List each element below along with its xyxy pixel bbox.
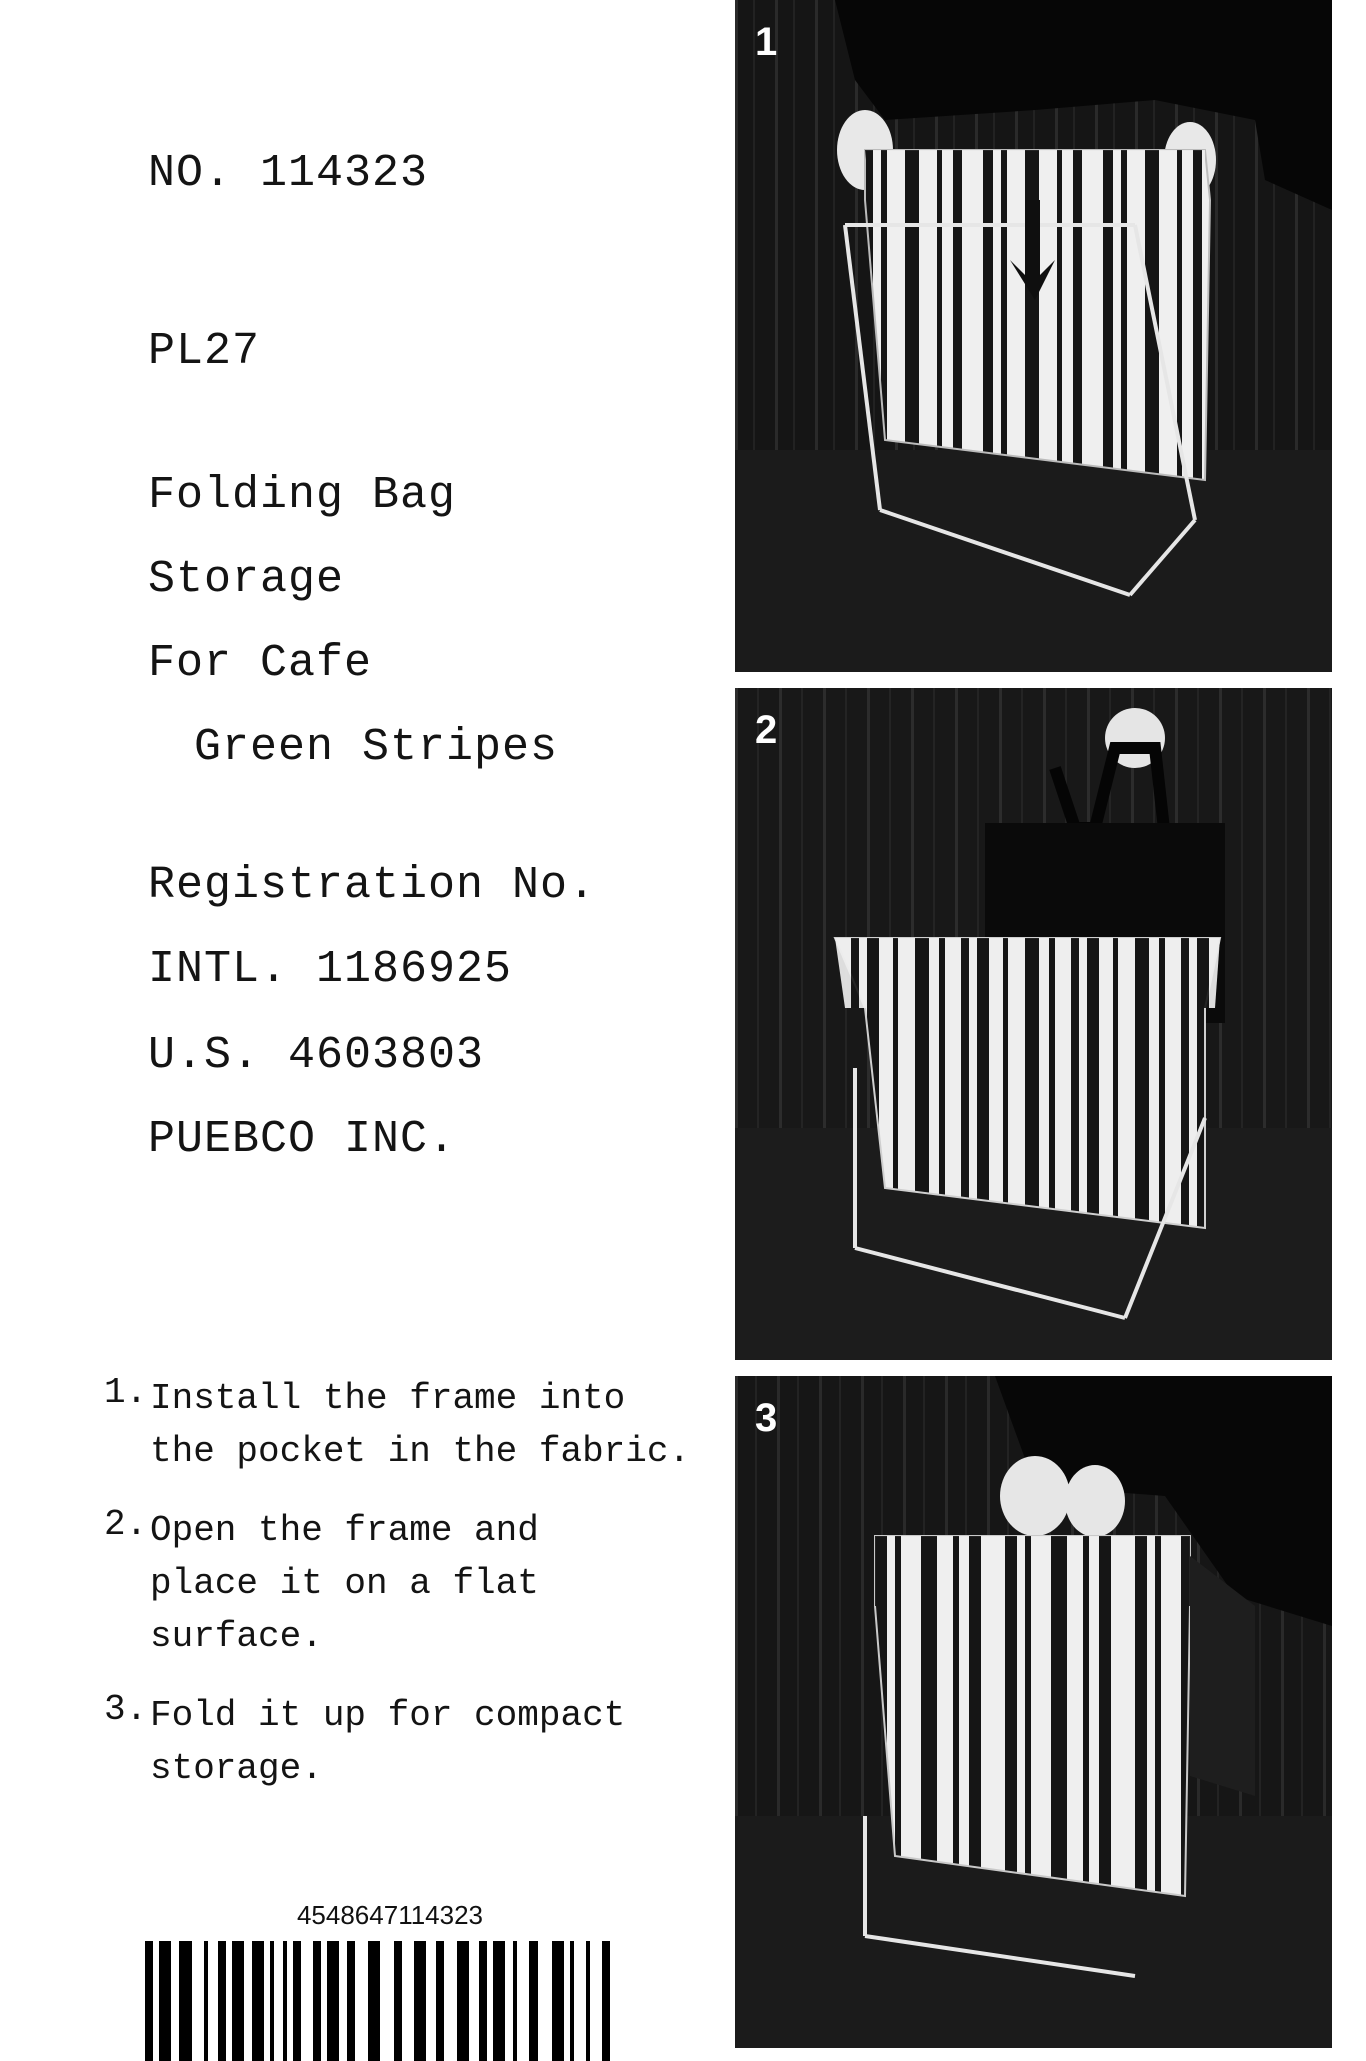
barcode-bars: [145, 1941, 625, 2061]
step-text: Open the frame and place it on a flat surface.: [150, 1510, 539, 1657]
barcode-space: [171, 1941, 179, 2061]
barcode-space: [517, 1941, 529, 2061]
instruction-step: [104, 1372, 724, 1478]
barcode-bar: [347, 1941, 355, 2061]
step-number: 1.: [104, 1372, 148, 1413]
instruction-step: [104, 1689, 724, 1795]
barcode-bar: [293, 1941, 301, 2061]
instructions-list: [104, 1372, 724, 1821]
barcode-bar: [159, 1941, 171, 2061]
product-code: PL27: [148, 326, 261, 377]
barcode-space: [355, 1941, 367, 2061]
barcode-bar: [313, 1941, 321, 2061]
barcode-bar: [552, 1941, 564, 2061]
registration-us: U.S. 4603803: [148, 1030, 485, 1081]
step-number: 2.: [104, 1504, 148, 1545]
barcode-bar: [368, 1941, 380, 2061]
barcode-space: [244, 1941, 252, 2061]
photo-step-number: 1: [755, 20, 778, 64]
barcode-bar: [479, 1941, 487, 2061]
barcode-space: [274, 1941, 282, 2061]
registration-label: Registration No.: [148, 860, 597, 911]
barcode-space: [339, 1941, 347, 2061]
registration-intl: INTL. 1186925: [148, 944, 513, 995]
barcode-space: [590, 1941, 602, 2061]
barcode-space: [426, 1941, 436, 2061]
company-name: PUEBCO INC.: [148, 1114, 457, 1165]
barcode: [140, 1900, 640, 2061]
barcode-bar: [145, 1941, 153, 2061]
product-name-line-3: For Cafe: [148, 638, 373, 689]
product-variant: Green Stripes: [194, 722, 559, 773]
barcode-bar: [252, 1941, 264, 2061]
photo-2-illustration: [735, 688, 1332, 1360]
barcode-space: [444, 1941, 456, 2061]
barcode-bar: [602, 1941, 610, 2061]
photo-step-2: [735, 688, 1332, 1360]
barcode-space: [574, 1941, 586, 2061]
step-text: Install the frame into the pocket in the fabric.: [150, 1378, 691, 1472]
barcode-bar: [232, 1941, 244, 2061]
barcode-bar: [529, 1941, 537, 2061]
photo-1-illustration: [735, 0, 1332, 672]
barcode-bar: [218, 1941, 226, 2061]
barcode-bar: [394, 1941, 402, 2061]
barcode-space: [505, 1941, 513, 2061]
barcode-bar: [179, 1941, 191, 2061]
barcode-bar: [457, 1941, 469, 2061]
step-text: Fold it up for compact storage.: [150, 1695, 626, 1789]
barcode-bar: [436, 1941, 444, 2061]
barcode-space: [469, 1941, 479, 2061]
barcode-space: [538, 1941, 552, 2061]
barcode-space: [402, 1941, 414, 2061]
photo-step-number: 3: [755, 1396, 778, 1440]
product-number: NO. 114323: [148, 148, 429, 199]
product-name-line-1: Folding Bag: [148, 470, 457, 521]
photo-column: [735, 0, 1332, 2048]
step-number: 3.: [104, 1689, 148, 1730]
photo-step-1: [735, 0, 1332, 672]
barcode-space: [610, 1941, 624, 2061]
barcode-space: [301, 1941, 313, 2061]
barcode-bar: [327, 1941, 339, 2061]
barcode-bar: [493, 1941, 505, 2061]
photo-step-3: [735, 1376, 1332, 2048]
barcode-digits: 4548647114323: [296, 1900, 484, 1930]
photo-3-illustration: [735, 1376, 1332, 2048]
barcode-bar: [414, 1941, 426, 2061]
product-name-line-2: Storage: [148, 554, 345, 605]
instruction-step: [104, 1504, 724, 1663]
barcode-space: [192, 1941, 204, 2061]
barcode-space: [208, 1941, 218, 2061]
barcode-space: [380, 1941, 394, 2061]
photo-step-number: 2: [755, 708, 778, 752]
